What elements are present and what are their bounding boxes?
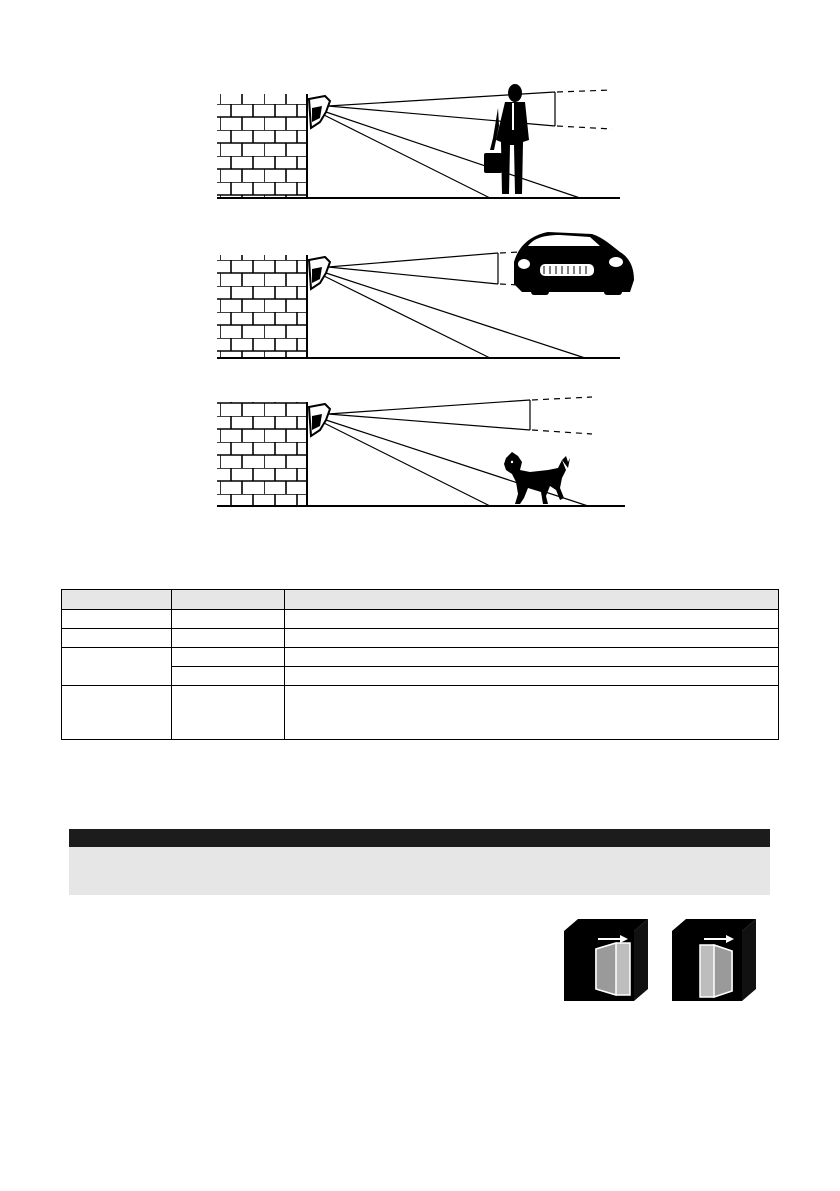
scene-dog — [217, 397, 625, 506]
table-row — [62, 648, 779, 667]
dip-switch-left-icon — [564, 919, 648, 1001]
notice-header — [69, 829, 770, 847]
table-header-row — [62, 590, 779, 610]
notice-box — [69, 829, 770, 895]
table-row — [62, 629, 779, 648]
scene-car — [217, 232, 634, 358]
brick-wall-icon — [217, 94, 307, 198]
person-with-briefcase-icon — [484, 84, 529, 194]
table-row — [62, 610, 779, 629]
brick-wall-icon — [217, 402, 307, 506]
table-row — [62, 686, 779, 740]
detection-illustrations — [0, 0, 840, 560]
spec-table — [61, 589, 779, 740]
dip-switch-right-icon — [672, 919, 756, 1001]
table-header-cell — [172, 590, 285, 610]
table-header-cell — [62, 590, 172, 610]
table-header-cell — [285, 590, 779, 610]
dog-icon — [504, 452, 570, 504]
notice-body — [69, 847, 770, 895]
scene-person — [217, 84, 620, 198]
car-icon — [514, 232, 634, 295]
switch-diagrams — [560, 915, 760, 1005]
brick-wall-icon — [217, 255, 307, 358]
